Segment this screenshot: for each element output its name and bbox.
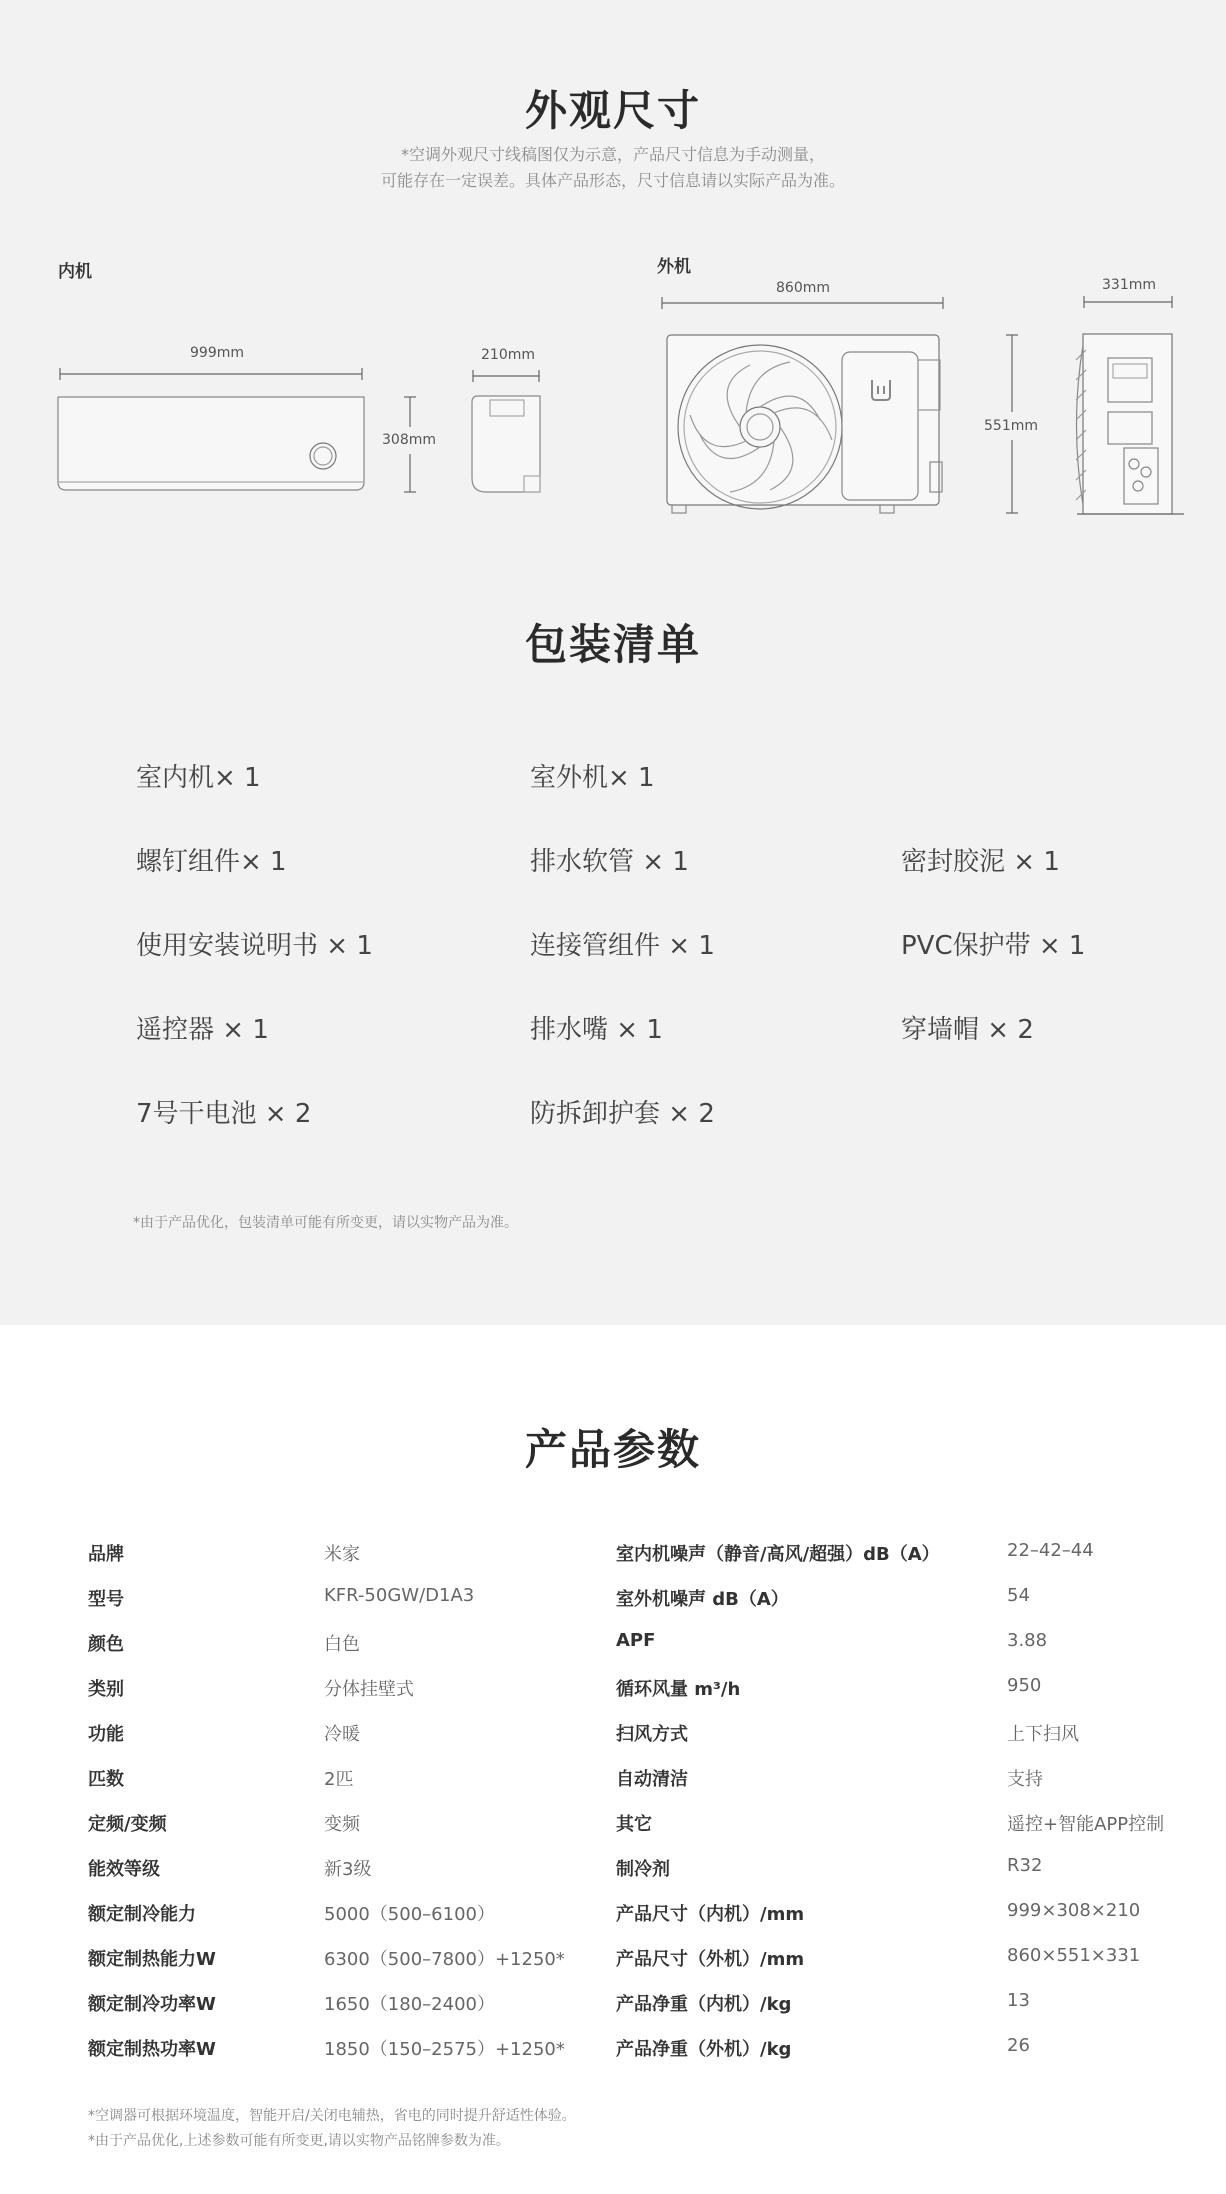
spec-value: 950 <box>1007 1675 1042 1696</box>
package-item: 使用安装说明书 × 1 <box>136 931 373 961</box>
spec-value: 860×551×331 <box>1007 1945 1141 1966</box>
spec-value: 13 <box>1007 1990 1030 2011</box>
spec-key: 其它 <box>616 1814 652 1835</box>
spec-value: 支持 <box>1007 1769 1043 1790</box>
spec-value: 999×308×210 <box>1007 1900 1141 1921</box>
spec-value: 26 <box>1007 2035 1030 2056</box>
outdoor-height-dim: 551mm <box>984 418 1038 434</box>
spec-key: 室内机噪声（静音/高风/超强）dB（A） <box>616 1544 940 1565</box>
package-item: 密封胶泥 × 1 <box>901 847 1060 877</box>
specs-title: 产品参数 <box>524 1425 701 1474</box>
spec-value: 分体挂壁式 <box>324 1679 414 1700</box>
package-item: 穿墙帽 × 2 <box>901 1015 1034 1045</box>
spec-value: 5000（500–6100） <box>324 1904 495 1925</box>
package-item: 排水嘴 × 1 <box>530 1015 663 1045</box>
package-item: 排水软管 × 1 <box>530 847 689 877</box>
package-item: 连接管组件 × 1 <box>530 931 715 961</box>
spec-value: 变频 <box>324 1814 360 1835</box>
spec-key: 产品净重（内机）/kg <box>616 1994 792 2015</box>
spec-key: 循环风量 m³/h <box>616 1679 741 1700</box>
spec-key: APF <box>616 1630 656 1651</box>
indoor-label: 内机 <box>58 262 92 282</box>
outdoor-label: 外机 <box>657 257 691 277</box>
spec-key: 额定制冷能力 <box>88 1904 196 1925</box>
appearance-note-1: *空调外观尺寸线稿图仅为示意，产品尺寸信息为手动测量， <box>400 145 825 164</box>
indoor-unit-side-icon <box>472 396 540 492</box>
specs-note-2: *由于产品优化,上述参数可能有所变更,请以实物产品铭牌参数为准。 <box>88 2133 510 2149</box>
spec-key: 定频/变频 <box>88 1814 167 1835</box>
spec-key: 产品尺寸（外机）/mm <box>616 1949 805 1970</box>
indoor-width-dim: 999mm <box>190 345 244 361</box>
spec-key: 额定制冷功率W <box>88 1994 216 2015</box>
spec-value: 6300（500–7800）+1250* <box>324 1949 565 1970</box>
outdoor-unit-side-icon <box>1076 334 1184 514</box>
spec-key: 扫风方式 <box>616 1724 688 1745</box>
package-note: *由于产品优化，包装清单可能有所变更，请以实物产品为准。 <box>133 1215 518 1231</box>
spec-value: 冷暖 <box>324 1724 360 1745</box>
spec-key: 匹数 <box>88 1769 124 1790</box>
spec-value: 54 <box>1007 1585 1030 1606</box>
spec-value: KFR-50GW/D1A3 <box>324 1585 475 1606</box>
spec-key: 功能 <box>88 1724 124 1745</box>
spec-value: 22–42–44 <box>1007 1540 1094 1561</box>
dimension-diagram <box>0 0 1226 540</box>
indoor-height-dim: 308mm <box>382 432 436 448</box>
spec-value: 上下扫风 <box>1007 1724 1079 1745</box>
spec-value: 2匹 <box>324 1769 354 1790</box>
package-title: 包装清单 <box>524 620 701 669</box>
appearance-note-2: 可能存在一定误差。具体产品形态，尺寸信息请以实际产品为准。 <box>380 171 845 190</box>
outdoor-width-dim: 860mm <box>776 280 830 296</box>
package-item: 室内机× 1 <box>136 763 261 793</box>
spec-value: 白色 <box>324 1634 360 1655</box>
outdoor-unit-front-icon <box>667 335 942 513</box>
package-item: 防拆卸护套 × 2 <box>530 1099 715 1129</box>
specs-section <box>0 1325 1226 2194</box>
spec-key: 型号 <box>88 1589 124 1610</box>
specs-note-1: *空调器可根据环境温度，智能开启/关闭电辅热，省电的同时提升舒适性体验。 <box>88 2108 576 2124</box>
spec-key: 颜色 <box>88 1634 124 1655</box>
spec-value: 米家 <box>324 1544 360 1565</box>
package-item: 7号干电池 × 2 <box>136 1099 312 1129</box>
appearance-title: 外观尺寸 <box>524 86 701 135</box>
spec-key: 类别 <box>88 1679 124 1700</box>
spec-value: 1650（180–2400） <box>324 1994 495 2015</box>
package-item: 室外机× 1 <box>530 763 655 793</box>
package-item: PVC保护带 × 1 <box>901 931 1086 961</box>
spec-key: 制冷剂 <box>616 1859 670 1880</box>
indoor-depth-dim: 210mm <box>481 347 535 363</box>
spec-value: 新3级 <box>324 1859 372 1880</box>
spec-key: 额定制热能力W <box>88 1949 216 1970</box>
spec-value: 1850（150–2575）+1250* <box>324 2039 565 2060</box>
spec-key: 能效等级 <box>88 1859 160 1880</box>
spec-key: 品牌 <box>88 1544 124 1565</box>
outdoor-depth-dim: 331mm <box>1102 277 1156 293</box>
spec-key: 额定制热功率W <box>88 2039 216 2060</box>
spec-value: R32 <box>1007 1855 1043 1876</box>
spec-key: 室外机噪声 dB（A） <box>616 1589 789 1610</box>
package-item: 遥控器 × 1 <box>136 1015 269 1045</box>
spec-key: 产品尺寸（内机）/mm <box>616 1904 805 1925</box>
spec-value: 遥控+智能APP控制 <box>1007 1814 1165 1835</box>
spec-key: 产品净重（外机）/kg <box>616 2039 792 2060</box>
package-item: 螺钉组件× 1 <box>136 847 287 877</box>
spec-key: 自动清洁 <box>616 1769 688 1790</box>
spec-value: 3.88 <box>1007 1630 1048 1651</box>
